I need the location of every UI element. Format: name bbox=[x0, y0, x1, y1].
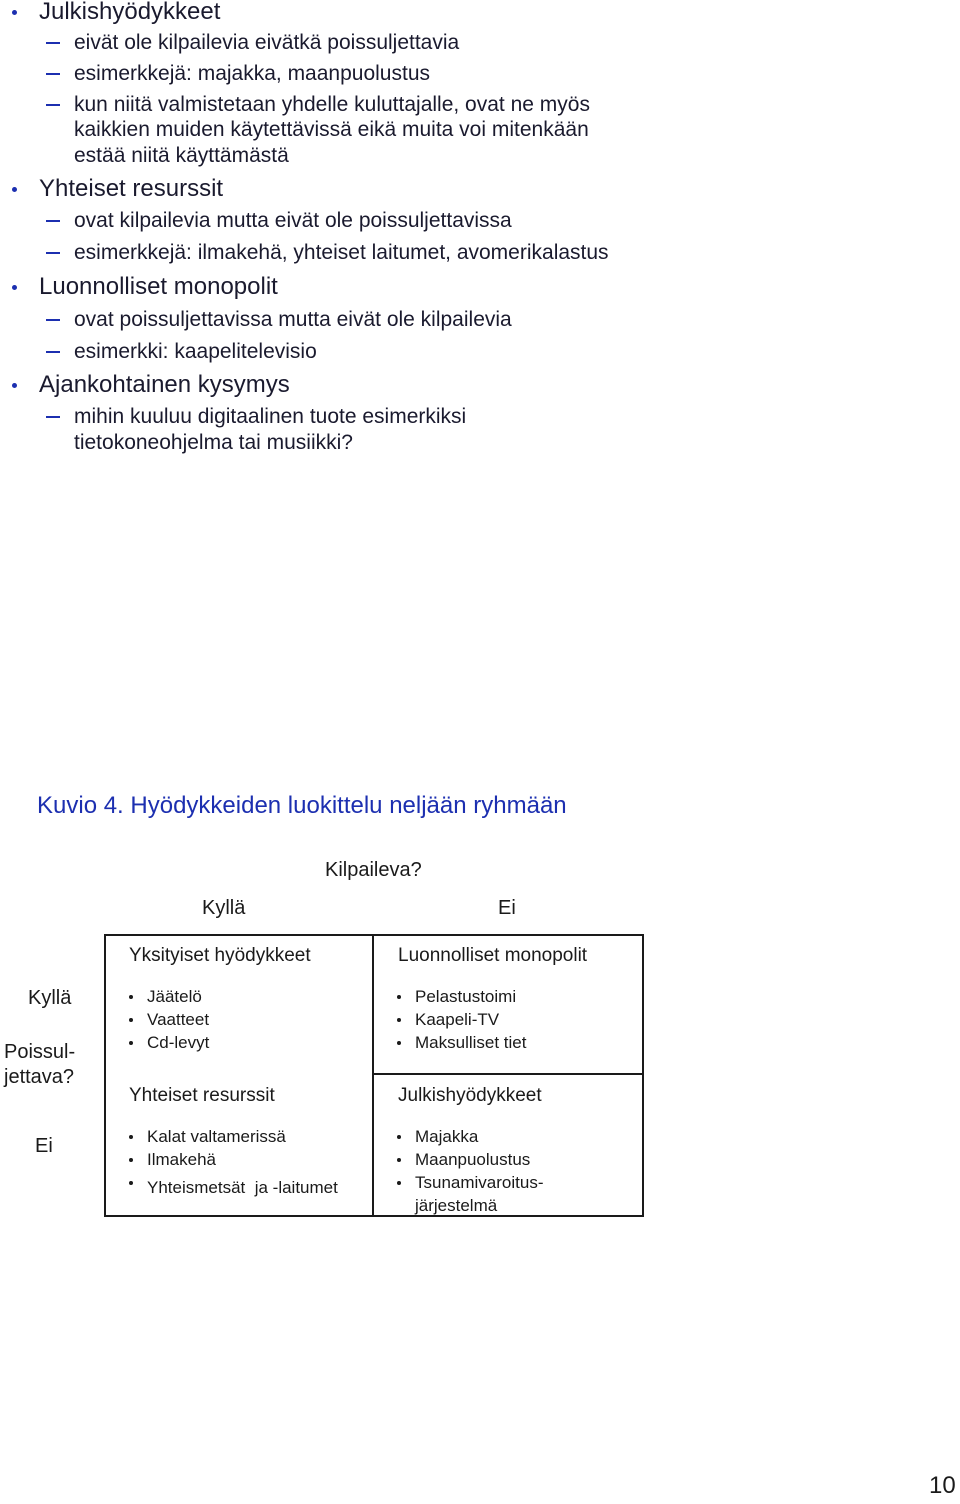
sub-item: ovat poissuljettavissa mutta eivät ole kilpailevia bbox=[74, 308, 512, 331]
page-number: 10 bbox=[929, 1472, 956, 1499]
sub-item-continuation: tietokoneohjelma tai musiikki? bbox=[74, 431, 353, 454]
cell-item: Kalat valtamerissä bbox=[147, 1127, 286, 1146]
dash-marker bbox=[46, 104, 60, 106]
column-no-label: Ei bbox=[498, 897, 516, 919]
dash-marker bbox=[46, 42, 60, 44]
column-axis-label: Kilpaileva? bbox=[325, 859, 422, 881]
cell-item: Jäätelö bbox=[147, 987, 202, 1006]
bullet-dot bbox=[397, 1158, 401, 1162]
bullet-dot bbox=[129, 1041, 133, 1045]
bullet-dot bbox=[397, 1041, 401, 1045]
matrix-divider-horizontal bbox=[372, 1073, 642, 1075]
sub-item-continuation: estää niitä käyttämästä bbox=[74, 144, 289, 167]
sub-item: kun niitä valmistetaan yhdelle kuluttajalle, ovat ne myös bbox=[74, 93, 590, 116]
sub-item: esimerkkejä: ilmakehä, yhteiset laitumet, avomerikalastus bbox=[74, 241, 609, 264]
cell-item: Maksulliset tiet bbox=[415, 1033, 527, 1052]
row-no-label: Ei bbox=[35, 1135, 53, 1157]
cell-item: Yhteismetsät ja -laitumet bbox=[147, 1178, 338, 1197]
sub-item: ovat kilpailevia mutta eivät ole poissuljettavissa bbox=[74, 209, 512, 232]
cell-title: Luonnolliset monopolit bbox=[398, 945, 588, 966]
bullet-dot bbox=[397, 1181, 401, 1185]
cell-item: Cd-levyt bbox=[147, 1033, 210, 1052]
sub-item: esimerkkejä: majakka, maanpuolustus bbox=[74, 62, 430, 85]
bullet-dot bbox=[129, 1158, 133, 1162]
cell-item: Ilmakehä bbox=[147, 1150, 216, 1169]
cell-title: Yhteiset resurssit bbox=[129, 1085, 275, 1106]
bullet-dot bbox=[397, 995, 401, 999]
sub-item-continuation: kaikkien muiden käytettävissä eikä muita voi mitenkään bbox=[74, 118, 589, 141]
cell-item: Maanpuolustus bbox=[415, 1150, 531, 1169]
bullet-dot bbox=[12, 285, 17, 290]
bullet-dot bbox=[129, 995, 133, 999]
column-yes-label: Kyllä bbox=[202, 897, 246, 919]
cell-item: Pelastustoimi bbox=[415, 987, 517, 1006]
sub-item: esimerkki: kaapelitelevisio bbox=[74, 340, 317, 363]
row-axis-label: Poissul- bbox=[4, 1041, 76, 1063]
bullet-heading: Luonnolliset monopolit bbox=[39, 273, 278, 300]
row-axis-label: jettava? bbox=[4, 1066, 75, 1088]
sub-item: eivät ole kilpailevia eivätkä poissuljettavia bbox=[74, 31, 460, 54]
bullet-dot bbox=[12, 187, 17, 192]
dash-marker bbox=[46, 416, 60, 418]
dash-marker bbox=[46, 351, 60, 353]
sub-item: mihin kuuluu digitaalinen tuote esimerkiksi bbox=[74, 405, 467, 428]
cell-item: Vaatteet bbox=[147, 1010, 210, 1029]
bullet-dot bbox=[129, 1135, 133, 1139]
bullet-heading: Ajankohtainen kysymys bbox=[39, 371, 290, 398]
dash-marker bbox=[46, 220, 60, 222]
figure-caption: Kuvio 4. Hyödykkeiden luokittelu neljään ryhmään bbox=[37, 792, 567, 819]
cell-title: Yksityiset hyödykkeet bbox=[129, 945, 311, 966]
bullet-dot bbox=[12, 10, 17, 15]
cell-item: Kaapeli-TV bbox=[415, 1010, 500, 1029]
matrix-border bbox=[104, 934, 644, 1217]
bullet-heading: Yhteiset resurssit bbox=[39, 175, 224, 202]
cell-item-continuation: järjestelmä bbox=[415, 1196, 498, 1215]
bullet-dot bbox=[12, 383, 17, 388]
bullet-dot bbox=[129, 1018, 133, 1022]
bullet-dot bbox=[397, 1135, 401, 1139]
dash-marker bbox=[46, 319, 60, 321]
cell-item: Tsunamivaroitus- bbox=[415, 1173, 544, 1192]
cell-title: Julkishyödykkeet bbox=[398, 1085, 542, 1106]
row-yes-label: Kyllä bbox=[28, 987, 72, 1009]
bullet-dot bbox=[397, 1018, 401, 1022]
bullet-heading: Julkishyödykkeet bbox=[39, 0, 221, 25]
dash-marker bbox=[46, 252, 60, 254]
cell-item: Majakka bbox=[415, 1127, 479, 1146]
bullet-dot bbox=[129, 1181, 133, 1185]
dash-marker bbox=[46, 73, 60, 75]
